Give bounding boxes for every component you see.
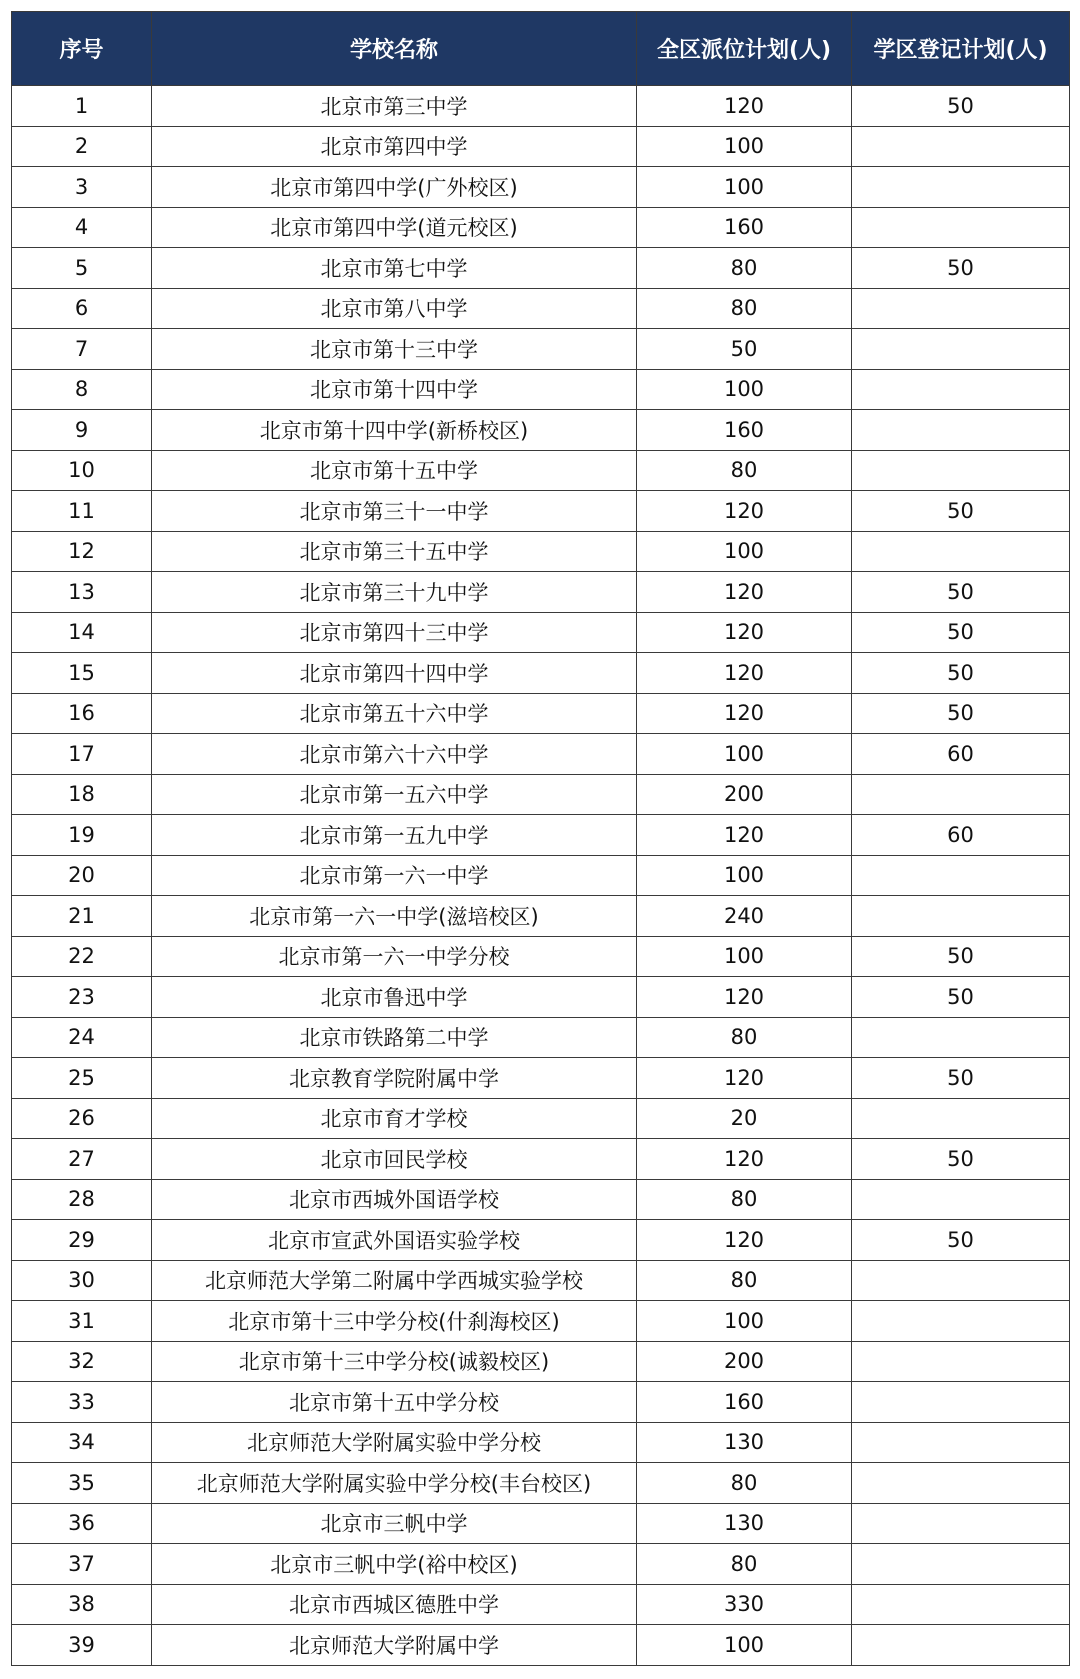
- cell-district-allocation: 100: [637, 855, 852, 896]
- cell-index: 6: [12, 288, 152, 329]
- cell-index: 25: [12, 1058, 152, 1099]
- cell-zone-registration: [852, 1422, 1070, 1463]
- header-zone-registration: 学区登记计划(人): [852, 12, 1070, 86]
- cell-index: 23: [12, 977, 152, 1018]
- cell-zone-registration: 50: [852, 936, 1070, 977]
- cell-index: 35: [12, 1463, 152, 1504]
- cell-school-name: 北京市第四中学: [152, 126, 637, 167]
- cell-district-allocation: 100: [637, 936, 852, 977]
- table-row: [12, 1382, 1070, 1423]
- cell-school-name: 北京市第十五中学: [152, 450, 637, 491]
- cell-school-name: 北京市第一五六中学: [152, 774, 637, 815]
- header-district-allocation: 全区派位计划(人): [637, 12, 852, 86]
- cell-index: 28: [12, 1179, 152, 1220]
- cell-school-name: 北京市第十四中学(新桥校区): [152, 410, 637, 451]
- cell-index: 10: [12, 450, 152, 491]
- cell-district-allocation: 120: [637, 491, 852, 532]
- cell-school-name: 北京市第四十四中学: [152, 653, 637, 694]
- table-row: [12, 167, 1070, 208]
- cell-district-allocation: 20: [637, 1098, 852, 1139]
- table-row: [12, 855, 1070, 896]
- cell-index: 31: [12, 1301, 152, 1342]
- cell-zone-registration: [852, 450, 1070, 491]
- cell-zone-registration: [852, 1503, 1070, 1544]
- cell-school-name: 北京市第四十三中学: [152, 612, 637, 653]
- cell-index: 17: [12, 734, 152, 775]
- cell-school-name: 北京师范大学附属实验中学分校: [152, 1422, 637, 1463]
- cell-zone-registration: 50: [852, 572, 1070, 613]
- cell-index: 27: [12, 1139, 152, 1180]
- cell-zone-registration: [852, 369, 1070, 410]
- table-row: [12, 1139, 1070, 1180]
- cell-zone-registration: [852, 1544, 1070, 1585]
- cell-index: 36: [12, 1503, 152, 1544]
- cell-zone-registration: [852, 1098, 1070, 1139]
- cell-school-name: 北京市第四中学(道元校区): [152, 207, 637, 248]
- cell-index: 12: [12, 531, 152, 572]
- cell-zone-registration: [852, 1301, 1070, 1342]
- cell-index: 34: [12, 1422, 152, 1463]
- table-row: [12, 248, 1070, 289]
- cell-school-name: 北京市第一六一中学分校: [152, 936, 637, 977]
- cell-district-allocation: 100: [637, 167, 852, 208]
- cell-school-name: 北京市宣武外国语实验学校: [152, 1220, 637, 1261]
- cell-district-allocation: 120: [637, 572, 852, 613]
- cell-district-allocation: 120: [637, 1058, 852, 1099]
- cell-district-allocation: 100: [637, 734, 852, 775]
- table-row: [12, 1058, 1070, 1099]
- table-row: [12, 572, 1070, 613]
- cell-zone-registration: [852, 167, 1070, 208]
- table-row: [12, 1260, 1070, 1301]
- cell-school-name: 北京市回民学校: [152, 1139, 637, 1180]
- cell-district-allocation: 120: [637, 612, 852, 653]
- cell-index: 7: [12, 329, 152, 370]
- cell-school-name: 北京市三帆中学(裕中校区): [152, 1544, 637, 1585]
- cell-index: 20: [12, 855, 152, 896]
- cell-school-name: 北京师范大学附属实验中学分校(丰台校区): [152, 1463, 637, 1504]
- cell-zone-registration: [852, 1017, 1070, 1058]
- cell-school-name: 北京市第五十六中学: [152, 693, 637, 734]
- cell-index: 38: [12, 1584, 152, 1625]
- table-row: [12, 126, 1070, 167]
- cell-index: 2: [12, 126, 152, 167]
- cell-index: 14: [12, 612, 152, 653]
- cell-district-allocation: 160: [637, 410, 852, 451]
- cell-zone-registration: [852, 288, 1070, 329]
- cell-zone-registration: [852, 1341, 1070, 1382]
- cell-index: 37: [12, 1544, 152, 1585]
- cell-zone-registration: [852, 896, 1070, 937]
- table-row: [12, 1463, 1070, 1504]
- table-row: [12, 288, 1070, 329]
- table-row: [12, 207, 1070, 248]
- header-school-name: 学校名称: [152, 12, 637, 86]
- cell-district-allocation: 160: [637, 1382, 852, 1423]
- cell-zone-registration: [852, 1463, 1070, 1504]
- cell-district-allocation: 160: [637, 207, 852, 248]
- table-row: [12, 1301, 1070, 1342]
- cell-index: 13: [12, 572, 152, 613]
- table-row: [12, 936, 1070, 977]
- cell-index: 15: [12, 653, 152, 694]
- cell-index: 30: [12, 1260, 152, 1301]
- cell-zone-registration: [852, 410, 1070, 451]
- cell-school-name: 北京市第十三中学: [152, 329, 637, 370]
- table-row: [12, 531, 1070, 572]
- cell-zone-registration: [852, 1584, 1070, 1625]
- table-row: [12, 1179, 1070, 1220]
- cell-school-name: 北京师范大学附属中学: [152, 1625, 637, 1666]
- cell-district-allocation: 50: [637, 329, 852, 370]
- cell-school-name: 北京市第三中学: [152, 86, 637, 127]
- cell-school-name: 北京市第一六一中学(滋培校区): [152, 896, 637, 937]
- cell-index: 21: [12, 896, 152, 937]
- cell-index: 9: [12, 410, 152, 451]
- table-row: [12, 815, 1070, 856]
- cell-index: 22: [12, 936, 152, 977]
- cell-zone-registration: [852, 774, 1070, 815]
- cell-district-allocation: 130: [637, 1422, 852, 1463]
- cell-zone-registration: [852, 329, 1070, 370]
- cell-school-name: 北京市第三十九中学: [152, 572, 637, 613]
- cell-school-name: 北京市第三十五中学: [152, 531, 637, 572]
- cell-school-name: 北京市鲁迅中学: [152, 977, 637, 1018]
- cell-zone-registration: 50: [852, 248, 1070, 289]
- cell-index: 33: [12, 1382, 152, 1423]
- cell-district-allocation: 240: [637, 896, 852, 937]
- cell-district-allocation: 120: [637, 86, 852, 127]
- table-row: [12, 977, 1070, 1018]
- cell-district-allocation: 200: [637, 1341, 852, 1382]
- cell-zone-registration: [852, 1625, 1070, 1666]
- table-row: [12, 1544, 1070, 1585]
- cell-zone-registration: [852, 207, 1070, 248]
- cell-zone-registration: 50: [852, 1058, 1070, 1099]
- cell-zone-registration: 50: [852, 977, 1070, 1018]
- cell-district-allocation: 120: [637, 653, 852, 694]
- cell-school-name: 北京市第一六一中学: [152, 855, 637, 896]
- cell-school-name: 北京市第六十六中学: [152, 734, 637, 775]
- enrollment-plan-table-container: [11, 11, 1070, 1666]
- cell-index: 24: [12, 1017, 152, 1058]
- cell-zone-registration: 60: [852, 734, 1070, 775]
- cell-zone-registration: [852, 1382, 1070, 1423]
- cell-index: 32: [12, 1341, 152, 1382]
- cell-index: 4: [12, 207, 152, 248]
- cell-district-allocation: 80: [637, 1260, 852, 1301]
- cell-index: 39: [12, 1625, 152, 1666]
- cell-school-name: 北京市育才学校: [152, 1098, 637, 1139]
- cell-district-allocation: 130: [637, 1503, 852, 1544]
- cell-district-allocation: 100: [637, 531, 852, 572]
- cell-school-name: 北京市第三十一中学: [152, 491, 637, 532]
- cell-district-allocation: 80: [637, 248, 852, 289]
- table-row: [12, 1220, 1070, 1261]
- cell-district-allocation: 100: [637, 369, 852, 410]
- cell-district-allocation: 120: [637, 1139, 852, 1180]
- cell-zone-registration: [852, 126, 1070, 167]
- table-row: [12, 653, 1070, 694]
- cell-school-name: 北京市第四中学(广外校区): [152, 167, 637, 208]
- table-row: [12, 410, 1070, 451]
- cell-school-name: 北京市第一五九中学: [152, 815, 637, 856]
- cell-district-allocation: 80: [637, 450, 852, 491]
- cell-index: 26: [12, 1098, 152, 1139]
- cell-index: 29: [12, 1220, 152, 1261]
- cell-district-allocation: 80: [637, 1463, 852, 1504]
- cell-zone-registration: 50: [852, 1220, 1070, 1261]
- cell-district-allocation: 80: [637, 288, 852, 329]
- header-row: [12, 12, 1070, 86]
- table-row: [12, 1017, 1070, 1058]
- cell-zone-registration: [852, 531, 1070, 572]
- cell-district-allocation: 100: [637, 1625, 852, 1666]
- cell-index: 19: [12, 815, 152, 856]
- table-row: [12, 612, 1070, 653]
- cell-district-allocation: 120: [637, 815, 852, 856]
- cell-zone-registration: 50: [852, 491, 1070, 532]
- table-row: [12, 450, 1070, 491]
- table-row: [12, 896, 1070, 937]
- table-row: [12, 86, 1070, 127]
- cell-zone-registration: 50: [852, 653, 1070, 694]
- cell-index: 3: [12, 167, 152, 208]
- cell-school-name: 北京市第十三中学分校(诚毅校区): [152, 1341, 637, 1382]
- cell-school-name: 北京市三帆中学: [152, 1503, 637, 1544]
- cell-district-allocation: 100: [637, 126, 852, 167]
- table-row: [12, 1422, 1070, 1463]
- cell-school-name: 北京市西城区德胜中学: [152, 1584, 637, 1625]
- cell-school-name: 北京市第十四中学: [152, 369, 637, 410]
- enrollment-plan-table: [11, 11, 1070, 1666]
- cell-district-allocation: 120: [637, 693, 852, 734]
- cell-district-allocation: 120: [637, 977, 852, 1018]
- table-row: [12, 693, 1070, 734]
- cell-zone-registration: [852, 855, 1070, 896]
- cell-district-allocation: 100: [637, 1301, 852, 1342]
- cell-district-allocation: 80: [637, 1017, 852, 1058]
- table-row: [12, 1584, 1070, 1625]
- cell-school-name: 北京师范大学第二附属中学西城实验学校: [152, 1260, 637, 1301]
- table-row: [12, 734, 1070, 775]
- cell-school-name: 北京市铁路第二中学: [152, 1017, 637, 1058]
- table-row: [12, 1625, 1070, 1666]
- cell-zone-registration: [852, 1179, 1070, 1220]
- cell-index: 1: [12, 86, 152, 127]
- cell-zone-registration: 50: [852, 86, 1070, 127]
- table-row: [12, 1503, 1070, 1544]
- table-body: [12, 86, 1070, 1666]
- cell-school-name: 北京市第七中学: [152, 248, 637, 289]
- cell-school-name: 北京市西城外国语学校: [152, 1179, 637, 1220]
- cell-school-name: 北京市第八中学: [152, 288, 637, 329]
- table-row: [12, 1098, 1070, 1139]
- cell-school-name: 北京市第十五中学分校: [152, 1382, 637, 1423]
- cell-zone-registration: 50: [852, 1139, 1070, 1180]
- table-row: [12, 774, 1070, 815]
- table-row: [12, 1341, 1070, 1382]
- cell-index: 18: [12, 774, 152, 815]
- cell-zone-registration: 50: [852, 612, 1070, 653]
- cell-index: 11: [12, 491, 152, 532]
- cell-index: 8: [12, 369, 152, 410]
- cell-school-name: 北京市第十三中学分校(什刹海校区): [152, 1301, 637, 1342]
- cell-zone-registration: [852, 1260, 1070, 1301]
- table-row: [12, 369, 1070, 410]
- cell-district-allocation: 200: [637, 774, 852, 815]
- table-row: [12, 491, 1070, 532]
- cell-district-allocation: 120: [637, 1220, 852, 1261]
- header-index: 序号: [12, 12, 152, 86]
- cell-index: 5: [12, 248, 152, 289]
- cell-district-allocation: 330: [637, 1584, 852, 1625]
- cell-school-name: 北京教育学院附属中学: [152, 1058, 637, 1099]
- cell-district-allocation: 80: [637, 1179, 852, 1220]
- cell-zone-registration: 50: [852, 693, 1070, 734]
- cell-district-allocation: 80: [637, 1544, 852, 1585]
- table-row: [12, 329, 1070, 370]
- cell-index: 16: [12, 693, 152, 734]
- cell-zone-registration: 60: [852, 815, 1070, 856]
